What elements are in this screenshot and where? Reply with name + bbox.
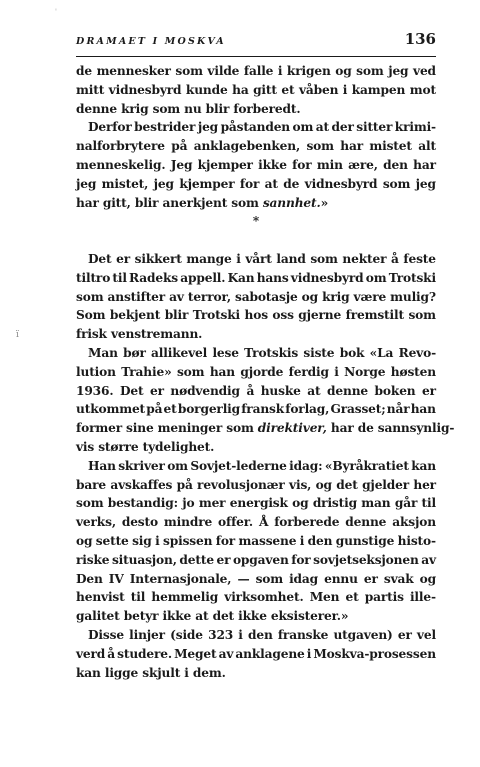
text-line — [76, 513, 436, 532]
word: vel — [416, 627, 436, 642]
word: Meget — [174, 646, 217, 661]
word: denne — [345, 515, 387, 530]
word: for — [292, 157, 312, 172]
word: Disse — [88, 627, 124, 642]
word: krig — [322, 289, 350, 304]
word: Men — [309, 590, 340, 605]
word: jeg — [197, 120, 219, 135]
word: er — [116, 251, 131, 266]
word: sette — [95, 533, 129, 548]
text-line: former sine meninger som direktiver, har de sannsynlig- — [76, 421, 455, 436]
word: Trahie» — [121, 364, 172, 379]
word: bestandig: — [107, 496, 178, 511]
text-line — [76, 588, 436, 607]
word: Den — [76, 571, 103, 586]
word: franske — [277, 627, 329, 642]
word: om — [365, 270, 387, 285]
header-rule — [76, 56, 436, 57]
word: anklagebenken, — [193, 139, 301, 154]
word: i — [306, 646, 312, 661]
paragraph-5 — [76, 457, 436, 626]
word: mistet — [369, 139, 412, 154]
word: ikke — [258, 157, 287, 172]
word: er — [422, 383, 436, 398]
word: anklagene — [235, 646, 305, 661]
text-line — [76, 494, 436, 513]
word: og — [315, 477, 332, 492]
word: Som — [76, 308, 106, 323]
word: på — [176, 477, 193, 492]
word: utkommet — [76, 402, 146, 417]
word: (side — [170, 627, 203, 642]
word: å — [391, 251, 399, 266]
running-head — [76, 30, 436, 54]
word: i — [236, 251, 241, 266]
word: har — [413, 157, 436, 172]
text-line — [76, 400, 436, 419]
text-line — [76, 269, 436, 288]
word: Trotskis — [244, 345, 299, 360]
word: den — [247, 627, 273, 642]
word: han — [410, 402, 436, 417]
word: her — [413, 477, 436, 492]
word: bør — [123, 345, 146, 360]
word: siste — [303, 345, 335, 360]
word: riske — [76, 552, 110, 567]
text-line: kan ligge skjult i dem. — [76, 665, 226, 680]
word: IV — [108, 571, 124, 586]
word: gjorde — [240, 364, 284, 379]
word: Jeg — [170, 157, 193, 172]
text-line — [76, 532, 436, 551]
word: gitt — [253, 82, 277, 97]
word: 1936. — [76, 383, 114, 398]
word: hans — [256, 270, 289, 285]
word: ha — [232, 82, 249, 97]
word: for — [239, 176, 260, 191]
word: i — [155, 533, 160, 548]
text-line — [76, 118, 436, 137]
word: av — [218, 646, 234, 661]
word: bok — [339, 345, 365, 360]
word: som — [306, 139, 334, 154]
word: Revo- — [398, 345, 436, 360]
word: verks, — [76, 515, 116, 530]
word: bare — [76, 477, 106, 492]
text-line: galitet betyr ikke at det ikke eksisterer.» — [76, 609, 349, 624]
word: som — [356, 64, 384, 78]
word: som — [310, 251, 338, 266]
word: vidnesbyrd — [304, 176, 378, 191]
text-line — [76, 626, 436, 645]
word: utgaven) — [333, 627, 393, 642]
word: å — [107, 646, 116, 661]
paragraph-1 — [76, 62, 436, 118]
text-line — [76, 344, 436, 363]
word: at — [264, 176, 278, 191]
word: at — [307, 383, 321, 398]
word: et — [163, 402, 177, 417]
word: av — [421, 552, 436, 567]
word: om — [167, 458, 188, 473]
word: der — [331, 120, 354, 135]
word: i — [277, 64, 283, 78]
word: nalforbrytere — [76, 139, 165, 154]
word: henvist — [76, 590, 125, 605]
word: i — [342, 82, 348, 97]
margin-mark-left: ï — [16, 330, 19, 340]
section-separator: * — [252, 214, 260, 229]
word: er — [216, 552, 231, 567]
word: i — [238, 627, 243, 642]
word: boken — [374, 383, 416, 398]
word: studere. — [117, 646, 172, 661]
word: Grasset; — [330, 402, 386, 417]
word: mistet, — [101, 176, 149, 191]
word: og — [76, 533, 93, 548]
word: kjemper — [179, 176, 235, 191]
word: avskaffes — [110, 477, 173, 492]
word: har — [340, 139, 363, 154]
word: jo — [182, 496, 195, 511]
word: krigen — [286, 64, 331, 78]
word: kunde — [185, 82, 228, 97]
text-line — [76, 551, 436, 570]
word: Sovjet-lederne — [190, 458, 287, 473]
word: nødvendig — [170, 383, 240, 398]
word: til — [112, 270, 127, 285]
word: de — [283, 176, 300, 191]
word: forlag, — [285, 402, 330, 417]
paragraph-6 — [76, 626, 436, 682]
word: Radeks — [129, 270, 179, 285]
word: det — [336, 477, 358, 492]
word: kjemper — [197, 157, 253, 172]
word: de — [76, 64, 92, 78]
paragraph-3 — [76, 250, 436, 344]
word: mindre — [163, 515, 213, 530]
word: et — [281, 82, 295, 97]
word: når — [386, 402, 410, 417]
word: ved — [413, 64, 436, 78]
word: våben — [298, 82, 339, 97]
word: Han — [88, 458, 116, 473]
word: for — [215, 533, 236, 548]
word: fremstilt — [345, 308, 404, 323]
word: man — [361, 496, 391, 511]
word: ille- — [409, 590, 436, 605]
word: høsten — [390, 364, 436, 379]
word: forberede — [274, 515, 340, 530]
word: menneskelig. — [76, 157, 166, 172]
word: kan — [411, 458, 436, 473]
word: lese — [212, 345, 239, 360]
word: i — [299, 533, 305, 548]
word: aksjon — [392, 515, 436, 530]
word: jeg — [153, 176, 174, 191]
word: ære, — [348, 157, 378, 172]
word: energisk — [229, 496, 288, 511]
word: går — [394, 496, 418, 511]
word: svak — [383, 571, 414, 586]
word: idag: — [289, 458, 323, 473]
word: sig — [132, 533, 152, 548]
word: linjer — [129, 627, 165, 642]
word: mange — [186, 251, 232, 266]
running-title: DRAMAET I MOSKVA — [76, 36, 226, 47]
text-line — [76, 288, 436, 307]
word: er — [149, 383, 164, 398]
emphasis: direktiver, — [257, 421, 327, 436]
word: situasjon, — [111, 552, 177, 567]
text-line — [76, 81, 436, 100]
word: skriver — [118, 458, 165, 473]
word: borgerlig — [177, 402, 241, 417]
word: som — [76, 289, 104, 304]
word: for — [291, 552, 311, 567]
word: 323 — [208, 627, 234, 642]
word: og — [419, 571, 436, 586]
word: og — [335, 64, 352, 78]
word: spissen — [163, 533, 213, 548]
word: massene — [238, 533, 297, 548]
word: denne — [327, 383, 369, 398]
word: vilde — [207, 64, 240, 78]
word: allikevel — [151, 345, 208, 360]
word: hos — [244, 308, 268, 323]
word: idag — [289, 571, 319, 586]
word: om — [292, 120, 314, 135]
word: «Byråkratiet — [324, 458, 409, 473]
word: fransk — [241, 402, 285, 417]
text-line — [76, 306, 436, 325]
word: Trotski — [192, 308, 241, 323]
word: land — [276, 251, 306, 266]
word: han — [209, 364, 235, 379]
word: Det — [88, 251, 112, 266]
word: Norge — [344, 364, 386, 379]
word: bekjent — [109, 308, 161, 323]
word: som — [408, 308, 436, 323]
word: appell. — [180, 270, 226, 285]
word: alt — [418, 139, 436, 154]
word: Derfor — [88, 120, 132, 135]
word: til — [421, 496, 436, 511]
word: sikkert — [134, 251, 182, 266]
word: som — [176, 364, 205, 379]
word: ennu — [324, 571, 358, 586]
body-text — [76, 62, 455, 682]
word: vis, — [289, 477, 312, 492]
word: min — [316, 157, 343, 172]
text-line: vis større tydelighet. — [76, 439, 215, 454]
word: jeg — [388, 64, 409, 78]
word: at — [315, 120, 329, 135]
margin-mark-top: ' — [55, 8, 57, 16]
text-line — [76, 382, 436, 401]
word: oss — [272, 308, 294, 323]
word: Internasjonale, — [129, 571, 232, 586]
word: den — [383, 157, 408, 172]
word: krimi- — [394, 120, 436, 135]
word: er — [363, 571, 378, 586]
word: og — [292, 496, 309, 511]
word: påstanden — [220, 120, 291, 135]
emphasis: sannhet. — [262, 195, 321, 210]
text-line — [76, 175, 436, 194]
word: som — [382, 176, 411, 191]
word: falle — [243, 64, 274, 78]
word: til — [130, 590, 146, 605]
word: av — [169, 289, 184, 304]
text-line — [76, 476, 436, 495]
text-line — [76, 457, 436, 476]
word: nekter — [342, 251, 387, 266]
word: mennesker — [96, 64, 171, 78]
word: jeg — [415, 176, 436, 191]
word: Moskva-prosessen — [313, 646, 436, 661]
word: lution — [76, 364, 116, 379]
page-number: 136 — [404, 30, 436, 48]
word: gjelder — [362, 477, 410, 492]
text-line: har gitt, blir anerkjent som sannhet.» — [76, 195, 329, 210]
word: sovjetseksjonen — [313, 552, 419, 567]
word: partis — [364, 590, 404, 605]
word: jeg — [76, 176, 97, 191]
word: dette — [179, 552, 214, 567]
word: være — [353, 289, 387, 304]
word: Man — [88, 345, 118, 360]
word: i — [334, 364, 339, 379]
word: terror, — [187, 289, 231, 304]
word: på — [171, 139, 188, 154]
word: og — [301, 289, 319, 304]
text-line — [76, 645, 436, 664]
text-line — [76, 363, 436, 382]
word: hemmelig — [151, 590, 219, 605]
blank-line — [76, 231, 436, 250]
word: kampen — [351, 82, 406, 97]
word: dristig — [312, 496, 357, 511]
text-line — [76, 137, 436, 156]
word: desto — [121, 515, 158, 530]
text-line — [76, 570, 436, 589]
word: sitter — [356, 120, 393, 135]
word: som — [255, 571, 283, 586]
word: offer. — [218, 515, 254, 530]
word: den — [307, 533, 333, 548]
word: «La — [369, 345, 394, 360]
word: å — [246, 383, 255, 398]
paragraph-4 — [76, 344, 455, 457]
word: opgaven — [232, 552, 289, 567]
text-line — [76, 250, 436, 269]
word: Trotski — [388, 270, 436, 285]
word: som — [76, 496, 104, 511]
paragraph-2 — [76, 118, 436, 212]
word: gjerne — [298, 308, 342, 323]
text-line: frisk venstremann. — [76, 327, 203, 342]
word: histo- — [397, 533, 436, 548]
word: anstifter — [107, 289, 166, 304]
word: huske — [260, 383, 301, 398]
word: — — [237, 571, 250, 586]
text-line: denne krig som nu blir forberedt. — [76, 101, 301, 116]
word: Å — [258, 515, 269, 530]
word: gunstige — [335, 533, 395, 548]
word: mitt — [76, 82, 105, 97]
word: vidnesbyrd — [290, 270, 364, 285]
word: vidnesbyrd — [108, 82, 182, 97]
word: som — [175, 64, 203, 78]
word: vårt — [245, 251, 272, 266]
word: virksomhet. — [224, 590, 304, 605]
word: bestrider — [134, 120, 196, 135]
word: på — [146, 402, 163, 417]
word: ferdig — [288, 364, 329, 379]
text-line — [76, 156, 436, 175]
word: er — [397, 627, 412, 642]
word: sabotasje — [234, 289, 298, 304]
word: et — [345, 590, 359, 605]
word: verd — [76, 646, 106, 661]
word: Kan — [227, 270, 255, 285]
text-line — [76, 62, 436, 81]
word: feste — [403, 251, 436, 266]
word: blir — [164, 308, 189, 323]
word: mulig? — [390, 289, 436, 304]
word: mot — [409, 82, 436, 97]
word: mer — [198, 496, 226, 511]
word: Det — [119, 383, 144, 398]
word: revolusjonær — [197, 477, 285, 492]
word: tiltro — [76, 270, 111, 285]
